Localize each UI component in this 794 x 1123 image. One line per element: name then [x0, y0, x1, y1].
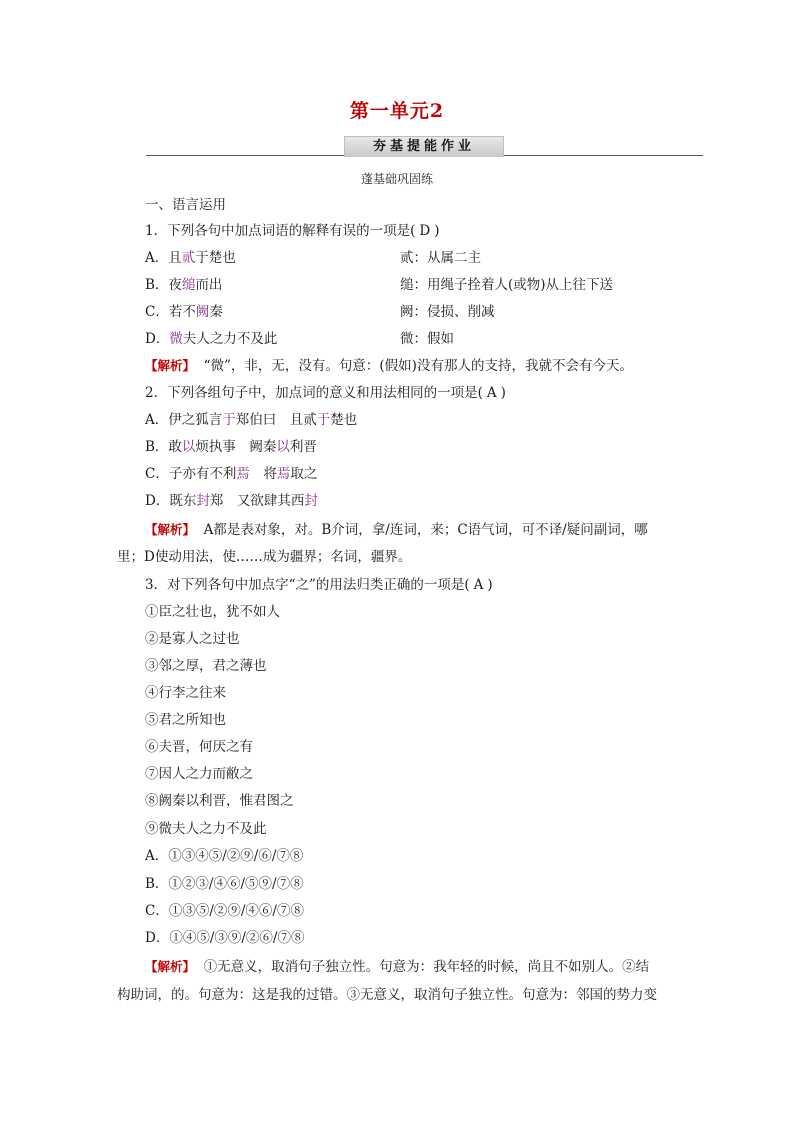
question-1-text: 1．下列各句中加点词语的解释有误的一项是( — [145, 223, 416, 239]
option-text: D．既东 — [145, 493, 197, 509]
question-2-text: 2．下列各组句子中，加点词的意义和用法相同的一项是( — [145, 385, 483, 401]
q3-item: ②是寡人之过也 — [145, 631, 240, 647]
question-2-stem — [145, 384, 506, 402]
dotted-word: 封 — [304, 493, 318, 509]
option-text: B．敢 — [145, 439, 182, 455]
option-text: D． — [145, 331, 170, 347]
option-text: C．若不 — [145, 304, 196, 320]
question-1-stem — [145, 222, 439, 240]
q3-item: ①臣之壮也，犹不如人 — [145, 604, 280, 620]
option-text: 于楚也 — [195, 250, 236, 266]
dotted-word: 焉 — [236, 466, 250, 482]
section-banner — [146, 136, 703, 158]
dotted-word: 缒 — [181, 277, 196, 293]
dotted-word: 以 — [276, 439, 290, 455]
q1-option-c — [145, 303, 223, 321]
q3-item: ⑤君之所知也 — [145, 712, 226, 728]
question-1-answer: D — [419, 223, 431, 239]
q2-option-a — [145, 411, 357, 429]
question-2-answer: A — [486, 385, 497, 401]
option-text: 将 — [249, 466, 277, 482]
q3-item: ⑧阙秦以利晋，惟君图之 — [145, 793, 294, 809]
explanation-text: ①无意义，取消句子独立性。句意为：我年轻的时候，尚且不如别人。②结 — [203, 959, 650, 975]
q2-option-b — [145, 438, 317, 456]
banner-label: 夯基提能作业 — [344, 136, 504, 157]
option-text: 楚也 — [330, 412, 358, 428]
option-text: A．且 — [145, 250, 182, 266]
q3-choice-b: B．①②③/④⑥/⑤⑨/⑦⑧ — [145, 876, 304, 892]
option-text: A．伊之狐言 — [145, 412, 223, 428]
q2-explanation-line-1 — [145, 521, 648, 539]
q1-option-a-gloss: 贰：从属二主 — [400, 250, 481, 266]
option-text: 利晋 — [289, 439, 317, 455]
q1-option-b — [145, 276, 222, 294]
q3-choice-c: C．①③⑤/②⑨/④⑥/⑦⑧ — [145, 903, 304, 919]
question-2-close: ) — [500, 385, 506, 401]
question-1-close: ) — [434, 223, 440, 239]
question-3-text: 3．对下列各句中加点字“之”的用法归类正确的一项是( — [145, 577, 470, 593]
dotted-word: 焉 — [276, 466, 291, 482]
option-text: B．夜 — [145, 277, 182, 293]
q3-item: ④行李之往来 — [145, 685, 226, 701]
dotted-word: 以 — [181, 439, 196, 455]
explanation-text: “微”，非，无，没有。句意：(假如)没有那人的支持，我就不会有今天。 — [203, 358, 633, 374]
question-3-answer: A — [473, 577, 484, 593]
q3-item: ⑨微夫人之力不及此 — [145, 821, 267, 837]
option-text: 烦执事 阙秦 — [195, 439, 277, 455]
option-text: 取之 — [290, 466, 318, 482]
dotted-word: 于 — [316, 412, 331, 428]
dotted-word: 贰 — [181, 250, 196, 266]
q3-choice-d: D．①④⑤/③⑨/②⑥/⑦⑧ — [145, 930, 305, 946]
dotted-word: 微 — [169, 331, 183, 347]
page-title: 第一单元2 — [349, 100, 445, 122]
q3-explanation-line-2: 构助词，的。句意为：这是我的过错。③无意义，取消句子独立性。句意为：邻国的势力变 — [117, 987, 657, 1003]
subtitle: 蓬基础巩固练 — [360, 172, 433, 186]
dotted-word: 封 — [196, 493, 210, 509]
option-text: 夫人之力不及此 — [182, 331, 278, 347]
explanation-tag: 【解析】 — [145, 959, 196, 974]
explanation-tag: 【解析】 — [145, 522, 196, 537]
q1-explanation — [145, 357, 633, 375]
q2-option-c — [145, 465, 317, 483]
q3-choice-a: A．①③④⑤/②⑨/⑥/⑦⑧ — [145, 848, 304, 864]
dotted-word: 于 — [222, 412, 236, 428]
explanation-text: A都是表对象，对。B介词，拿/连词，来；C语气词，可不译/疑问副词，哪 — [203, 522, 648, 538]
q3-item: ⑥夫晋，何厌之有 — [145, 739, 253, 755]
explanation-tag: 【解析】 — [145, 358, 196, 373]
section-heading: 一、语言运用 — [145, 197, 226, 213]
question-3-stem — [145, 576, 493, 594]
option-text: 郑伯曰 且贰 — [235, 412, 317, 428]
question-3-close: ) — [487, 577, 493, 593]
q1-option-c-gloss: 阙：侵损、削减 — [400, 304, 495, 320]
dotted-word: 阙 — [195, 304, 210, 320]
q3-item: ③邻之厚，君之薄也 — [145, 658, 267, 674]
q1-option-d — [145, 330, 277, 348]
q3-explanation-line-1 — [145, 958, 649, 976]
option-text: 而出 — [195, 277, 223, 293]
q1-option-d-gloss: 微：假如 — [400, 331, 454, 347]
q2-explanation-line-2: 里；D使动用法，使……成为疆界；名词，疆界。 — [117, 549, 412, 565]
option-text: 郑 又欲肆其西 — [209, 493, 305, 509]
q1-option-a — [145, 249, 236, 267]
q3-item: ⑦因人之力而敝之 — [145, 766, 253, 782]
q1-option-b-gloss: 缒：用绳子拴着人(或物)从上往下送 — [400, 277, 614, 293]
option-text: 秦 — [209, 304, 223, 320]
q2-option-d — [145, 492, 318, 510]
option-text: C．子亦有不利 — [145, 466, 237, 482]
